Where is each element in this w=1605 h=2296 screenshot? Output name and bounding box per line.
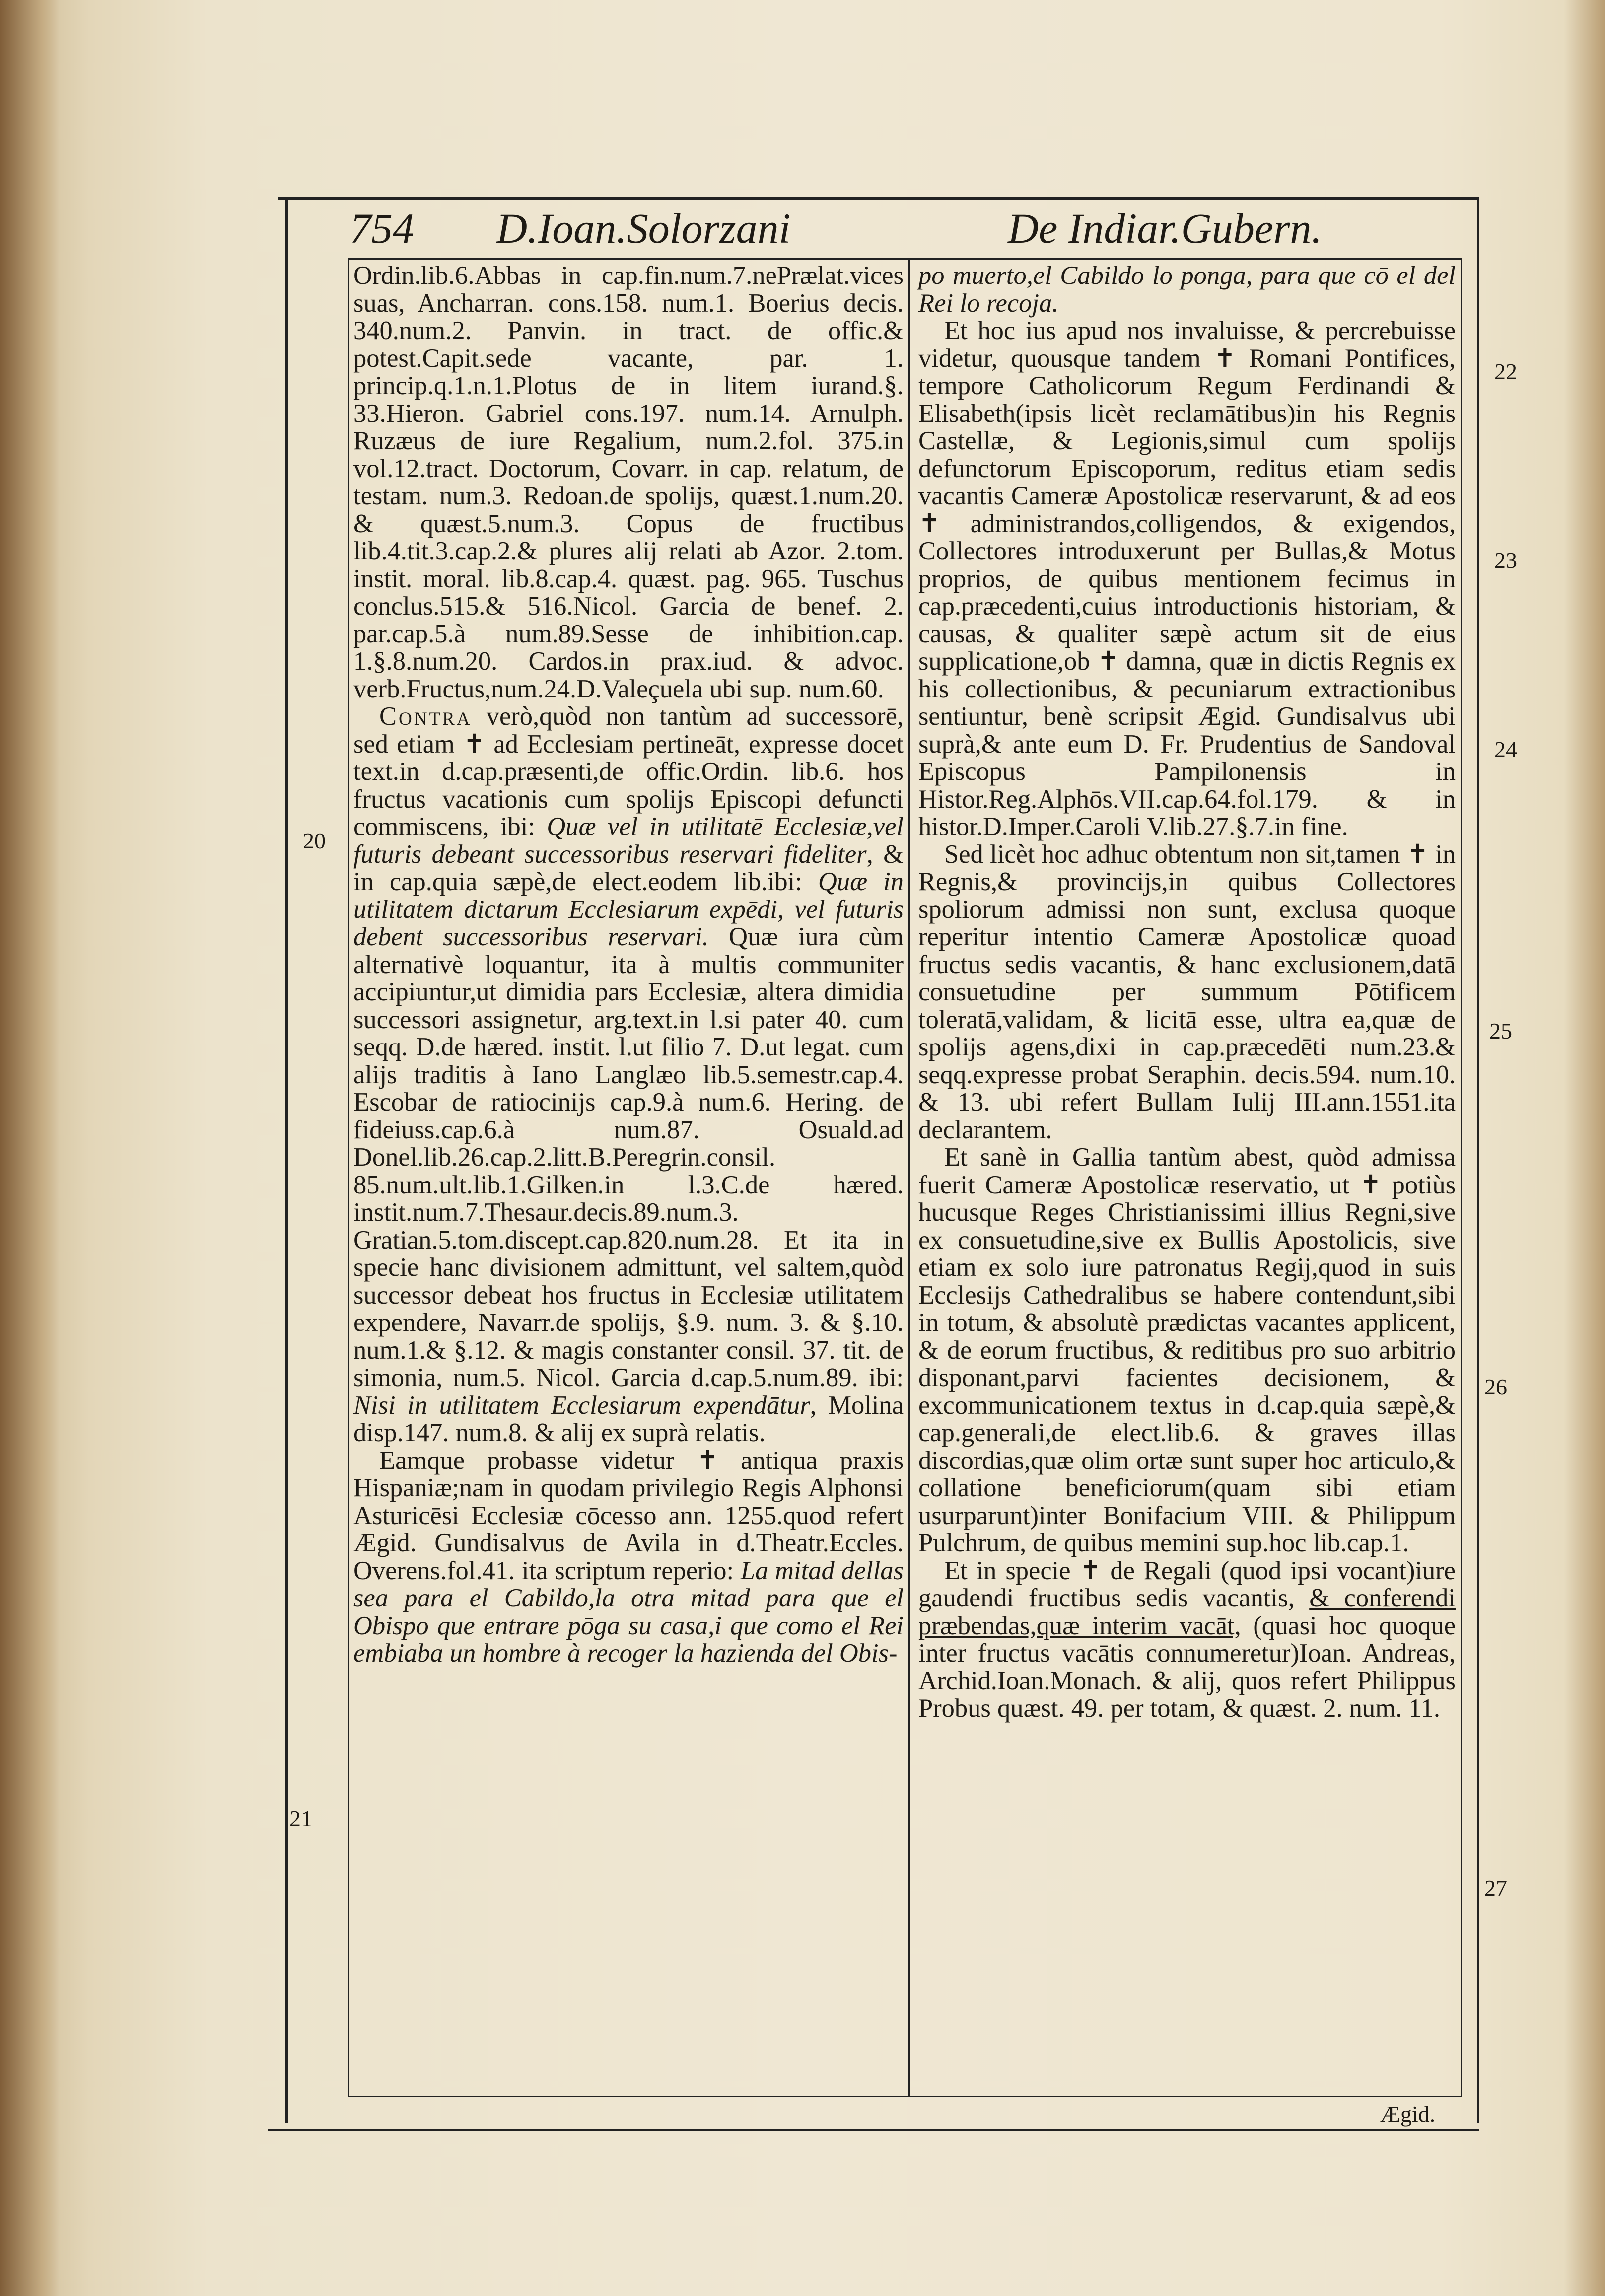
margin-number-20: 20: [303, 828, 326, 853]
right-paragraph-2: Et hoc ius apud nos invaluisse, & percrebuisse videtur, quousque tandem ✝ Romani Pontifices, tempore Catholicorum Regum Ferdinandi & Elisabeth(ipsis licèt reclamātibus)in his Regnis Castellæ, & Legionis,simul cum spolijs defunctorum Episcoporum, reditus etiam sedis vacantis Cameræ Apostolicæ reservarunt, & ad eos ✝ administrandos,colligendos, & exigendos, Collectores introduxerunt per Bullas,& Motus proprios, de quibus mentionem fecimus in cap.præcedenti,cuius introductionis historiam, & causas, & qualiter sæpè actum sit de eius supplicatione,ob ✝ damna, quæ in dictis Regnis ex his collectionibus, & pecuniarum extractionibus sentiuntur, benè scripsit Ægid. Gundisalvus ubi suprà,& ante eum D. Fr. Prudentius de Sandoval Episcopus Pampilonensis in Histor.Reg.Alphōs.VII.cap.64.fol.179. & in histor.D.Imper.Caroli V.lib.27.§.7.in fine.: [918, 316, 1456, 841]
spanish-quote-continued: po muerto,el Cabildo lo ponga, para que cō el del Rei lo recoja.: [918, 261, 1456, 318]
catchword: Ægid.: [1380, 2101, 1436, 2127]
quote-1: Quæ vel in utilitatē Ecclesiæ,vel futuris debeant successoribus reservari fideliter: [353, 812, 904, 869]
right-column: [918, 262, 1456, 1723]
footer-rule: [348, 2096, 1462, 2097]
right-paragraph-5: [918, 1557, 1456, 1723]
margin-number-22: 22: [1494, 359, 1517, 384]
left-paragraph-1: Ordin.lib.6.Abbas in cap.fin.num.7.nePrælat.vices suas, Ancharran. cons.158. num.1. Boerius decis. 340.num.2. Panvin. in tract. de offic.& potest.Capit.sede vacante, par. 1. princip.q.1.n.1.Plotus de in litem iurand.§. 33.Hieron. Gabriel cons.197. num.14. Arnulph. Ruzæus de iure Regalium, num.2.fol. 375.in vol.12.tract. Doctorum, Covarr. in cap. relatum, de testam. num.3. Redoan.de spolijs, quæst.1.num.20. & quæst.5.num.3. Copus de fructibus lib.4.tit.3.cap.2.& plures alij relati ab Azor. 2.tom. instit. moral. lib.8.cap.4. quæst. pag. 965. Tuschus conclus.515.& 516.Nicol. Garcia de benef. 2. par.cap.5.à num.89.Sesse de inhibition.cap. 1.§.8.num.20. Cardos.in prax.iud. & advoc. verb.Fructus,num.24.D.Valeçuela ubi sup. num.60.: [353, 261, 904, 703]
page-number: 754: [350, 205, 414, 252]
left-paragraph-3: [353, 1447, 904, 1668]
margin-number-25: 25: [1489, 1018, 1512, 1044]
right-paragraph-3: Sed licèt hoc adhuc obtentum non sit,tamen ✝ in Regnis,& provincijs,in quibus Collectores spoliorum admissi non sunt, exclusa quoque reperitur intentio Cameræ Apostolicæ quoad fructus sedis vacantis, & hanc exclusionem,datā consuetudine per summum Pōtificem toleratā,validam, & licitā esse, ultra ea,quæ de spolijs agens,dixi in cap.præcedēti num.23.& seqq.expresse probat Seraphin. decis.594. num.10. & 13. ubi refert Bullam Iulij III.ann.1551.ita declarantem.: [918, 839, 1456, 1144]
section-lead-word: Contra: [379, 702, 472, 731]
page-gutter-shadow: [0, 0, 60, 2296]
quote-3: Nisi in utilitatem Ecclesiarum expendātur: [353, 1391, 810, 1420]
right-paragraph-5-text-a: Et in specie ✝ de Regali (quod ipsi vocant)iure gaudendi fructibus sedis vacantis,: [918, 1556, 1456, 1612]
margin-number-24: 24: [1494, 737, 1517, 762]
margin-number-21: 21: [289, 1806, 312, 1831]
right-paragraph-5-text-b: (quasi hoc quoque inter fructus vacātis connumeretur)Ioan. Andreas, Archid.Ioan.Monach. & alij, quos refert Philippus Probus quæst. 49. per totam, & quæst. 2. num. 11.: [918, 1611, 1456, 1723]
left-column: [353, 262, 904, 1668]
left-paragraph-2: [353, 703, 904, 1447]
right-paragraph-1: [918, 262, 1456, 317]
left-paragraph-2-text-d: , Molina disp.147. num.8. & alij ex suprà relatis.: [353, 1391, 904, 1447]
frame-rule-top: [278, 197, 1479, 200]
running-head-author: D.Ioan.Solorzani: [496, 205, 791, 252]
frame-rule-right: [1477, 197, 1479, 2123]
margin-number-23: 23: [1494, 548, 1517, 573]
left-paragraph-2-text-a: verò,quòd non tantùm ad successorē, sed etiam ✝ ad Ecclesiam pertineāt, expresse docet text.in d.cap.præsenti,de offic.Ordin. lib.6. hos fructus vacationis cum spolijs Episcopi defuncti commiscens, ibi:: [353, 702, 904, 841]
frame-rule-bottom: [268, 2129, 1479, 2131]
column-rule-middle: [908, 258, 910, 2097]
left-paragraph-2-text-c: Quæ iura cùm alternativè loquantur, ita à multis communiter accipiuntur,ut dimidia pars Ecclesiæ, altera dimidia successori assignetur, arg.text.in l.si pater 40. cum seqq. D.de hæred. instit. l.ut filio 7. D.ut legat. cum alijs traditis à Iano Langlæo lib.5.semestr.cap.4. Escobar de ratiocinijs cap.9.à num.6. Hering. de fideiuss.cap.6.à num.87. Osuald.ad Donel.lib.26.cap.2.litt.B.Peregrin.consil. 85.num.ult.lib.1.Gilken.in l.3.C.de hæred. instit.num.7.Thesaur.decis.89.num.3. Gratian.5.tom.discept.cap.820.num.28. Et ita in specie hanc divisionem admittunt, vel saltem,quòd successor debeat hos fructus in Ecclesiæ utilitatem expendere, Navarr.de spolijs, §.9. num. 3. & §.10. num.1.& §.12. & magis constanter consil. 37. tit. de simonia, num.5. Nicol. Garcia d.cap.5.num.89. ibi:: [353, 922, 904, 1392]
left-paragraph-2-text-b: , & in cap.quia sæpè,de elect.eodem lib.ibi:: [353, 839, 904, 896]
column-rule-left: [348, 258, 349, 2097]
margin-number-26: 26: [1484, 1374, 1507, 1399]
spanish-quote: La mitad dellas sea para el Cabildo,la otra mitad para que el Obispo que entrare pōga su casa,i que como el Rei embiaba un hombre à recoger la hazienda del Obis-: [353, 1556, 904, 1668]
left-paragraph-3-text: Eamque probasse videtur ✝ antiqua praxis Hispaniæ;nam in quodam privilegio Regis Alphonsi Asturicēsi Ecclesiæ cōcesso ann. 1255.quod refert Ægid. Gundisalvus de Avila in d.Theatr.Eccles. Overens.fol.41. ita scriptum reperio:: [353, 1446, 904, 1585]
frame-rule-left: [285, 197, 288, 2123]
header-rule: [348, 258, 1462, 260]
column-rule-right: [1461, 258, 1462, 2097]
quote-2: Quæ in utilitatem dictarum Ecclesiarum expēdi, vel futuris debent successoribus reservari.: [353, 867, 904, 951]
underlined-passage: & conferendi præbendas,quæ interim vacāt,: [918, 1584, 1456, 1640]
right-paragraph-4: Et sanè in Gallia tantùm abest, quòd admissa fuerit Cameræ Apostolicæ reservatio, ut ✝ potiùs hucusque Reges Christianissimi illius Regni,sive ex consuetudine,sive ex Bullis Apostolicis, sive etiam ex solo iure patronatus Regij,quod in suis Ecclesijs Cathedralibus se habere contendunt,sibi in totum, & absolutè prædictas vacantes applicent, & de eorum fructibus, & reditibus pro suo arbitrio disponant,parvi facientes decisionem, & excommunicationem textus in d.cap.quia sæpè,& cap.generali,de elect.lib.6. & graves illas discordias,quæ olim ortæ sunt super hoc articulo,& collatione beneficiorum(quam sibi etiam usurparunt)inter Bonifacium VIII. & Philippum Pulchrum, de quibus memini sup.hoc lib.cap.1.: [918, 1143, 1456, 1557]
running-head-title: De Indiar.Gubern.: [1008, 205, 1322, 252]
margin-number-27: 27: [1484, 1876, 1507, 1901]
